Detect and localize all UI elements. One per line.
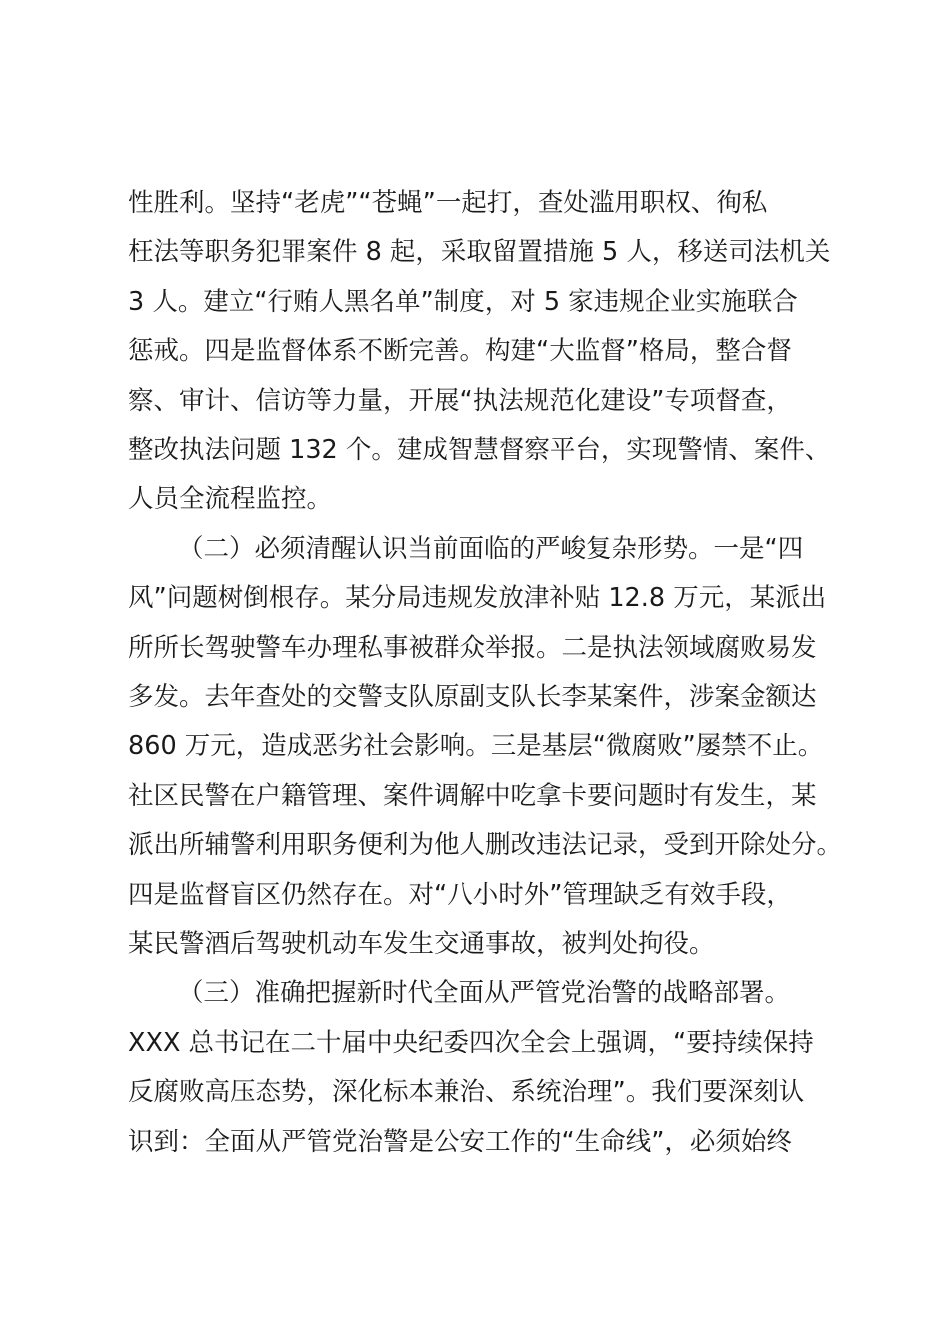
text-line: 多发。去年查处的交警支队原副支队长李某案件，涉案金额达: [128, 682, 817, 712]
text-line: 社区民警在户籍管理、案件调解中吃拿卡要问题时有发生，某: [128, 780, 817, 811]
text-line: 风”问题树倒根存。某分局违规发放津补贴 12.8 万元，某派出: [128, 583, 827, 614]
text-line: XXX 总书记在二十届中央纪委四次全会上强调，“要持续保持: [128, 1027, 814, 1058]
text-line: 人员全流程监控。: [128, 484, 333, 515]
text-line: 反腐败高压态势，深化标本兼治、系统治理”。我们要深刻认: [128, 1077, 805, 1108]
text-line: 性胜利。坚持“老虎”“苍蝇”一起打，查处滥用职权、徇私: [128, 188, 768, 218]
text-line: 察、审计、信访等力量，开展“执法规范化建设”专项督查，: [128, 385, 792, 416]
text-line: 惩戒。四是监督体系不断完善。构建“大监督”格局，整合督: [128, 336, 792, 367]
text-line: 所所长驾驶警车办理私事被群众举报。二是执法领域腐败易发: [128, 632, 817, 663]
text-line: 四是监督盲区仍然存在。对“八小时外”管理缺乏有效手段，: [128, 879, 792, 910]
text-line: （二）必须清醒认识当前面临的严峻复杂形势。一是“四: [178, 533, 804, 564]
text-line: 识到：全面从严管党治警是公安工作的“生命线”，必须始终: [128, 1126, 792, 1157]
text-line: 整改执法问题 132 个。建成智慧督察平台，实现警情、案件、: [128, 435, 831, 465]
text-line: （三）准确把握新时代全面从严管党治警的战略部署。: [178, 978, 791, 1009]
text-line: 3 人。建立“行贿人黑名单”制度，对 5 家违规企业实施联合: [128, 286, 798, 317]
text-line: 860 万元，造成恶劣社会影响。三是基层“微腐败”屡禁不止。: [128, 731, 824, 762]
text-line: 派出所辅警利用职务便利为他人删改违法记录，受到开除处分。: [128, 830, 843, 861]
text-line: 某民警酒后驾驶机动车发生交通事故，被判处拘役。: [128, 929, 715, 959]
text-line: 枉法等职务犯罪案件 8 起，采取留置措施 5 人，移送司法机关: [128, 237, 831, 268]
